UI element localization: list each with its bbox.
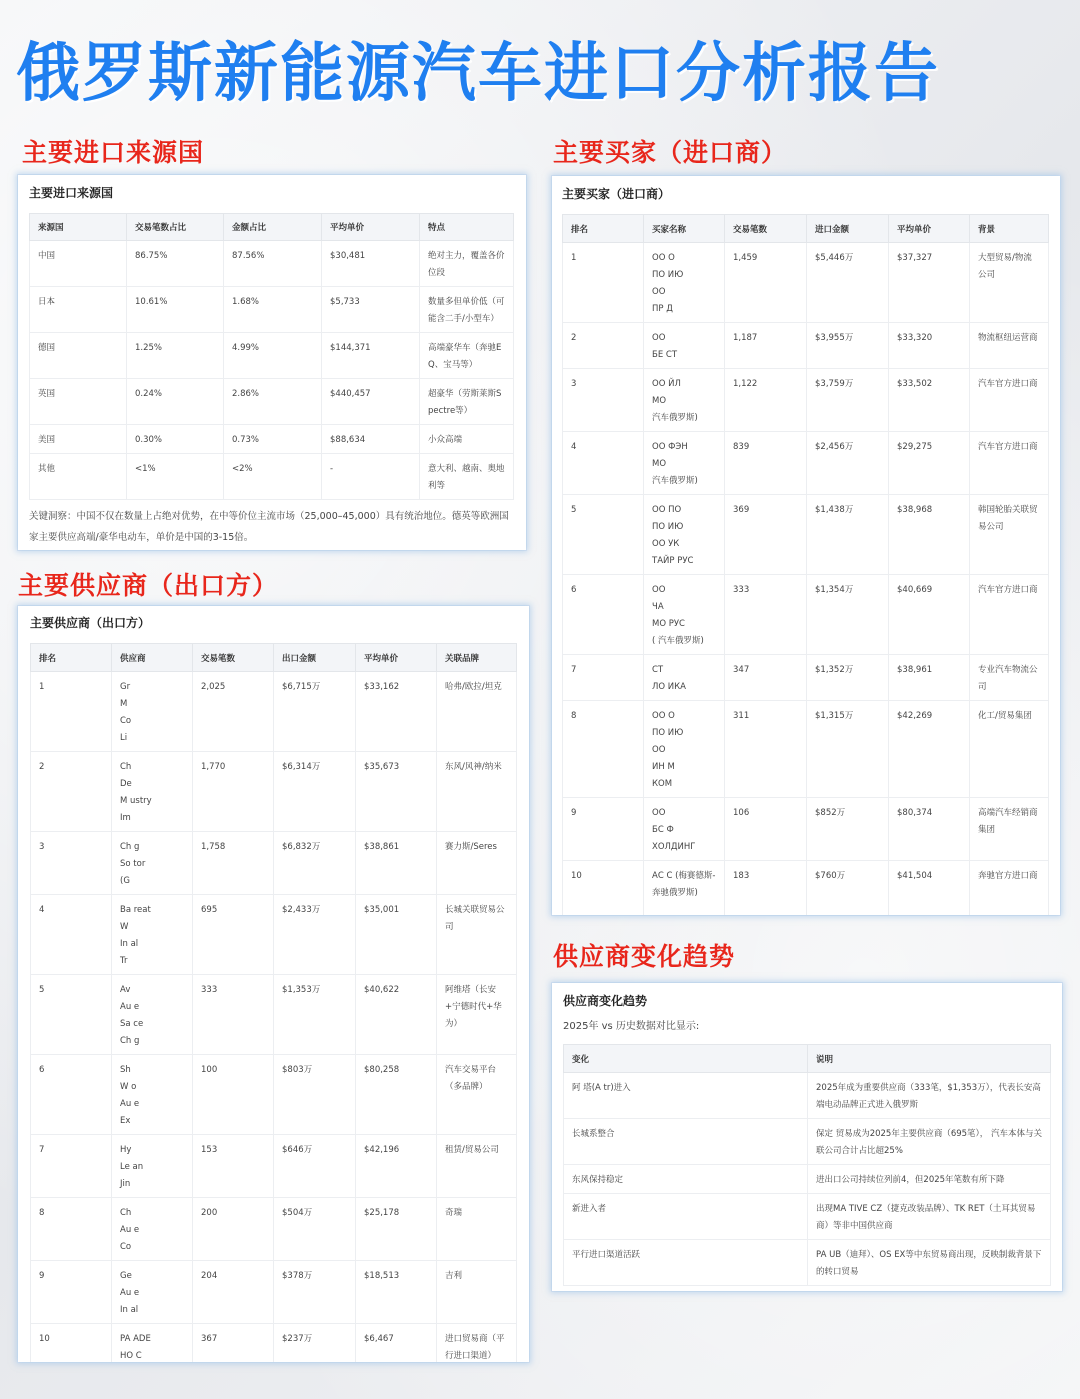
origins-table-cell: 中国 <box>30 241 127 287</box>
suppliers-table-cell: 长城关联贸易公司 <box>437 895 517 975</box>
suppliers-header-cell: 交易笔数 <box>193 644 274 672</box>
suppliers-table-cell: Ge Au e In al <box>112 1261 193 1324</box>
origins-table-row <box>30 379 514 425</box>
origins-table-cell: 87.56% <box>224 241 322 287</box>
suppliers-table-cell: 租赁/贸易公司 <box>437 1135 517 1198</box>
buyers-table-cell: $29,275 <box>889 432 970 495</box>
suppliers-table-cell: 2 <box>31 752 112 832</box>
buyers-table-cell: ОО О ПО ИЮ ОО ПР Д <box>644 243 725 323</box>
origins-table-row <box>30 333 514 379</box>
suppliers-table-cell: $6,314万 <box>274 752 356 832</box>
suppliers-table-cell: 奇瑞 <box>437 1198 517 1261</box>
buyers-table-cell: ОО ПО ПО ИЮ ОО УК ТАЙР РУС <box>644 495 725 575</box>
suppliers-table-row <box>31 672 517 752</box>
buyers-table-cell: ОО О ПО ИЮ ОО ИН М КОМ <box>644 701 725 798</box>
buyers-table-row <box>563 369 1049 432</box>
trends-table-cell: 东风保持稳定 <box>564 1165 808 1194</box>
suppliers-panel-title: 主要供应商（出口方） <box>30 616 151 630</box>
suppliers-table-cell: 8 <box>31 1198 112 1261</box>
suppliers-table-cell: Sh W o Au e Ex <box>112 1055 193 1135</box>
buyers-table-cell: 汽车官方进口商 <box>970 369 1049 432</box>
origins-table-cell: 意大利、越南、奥地利等 <box>420 454 514 500</box>
origins-table-row <box>30 454 514 500</box>
suppliers-table-cell: Ch Au e Co <box>112 1198 193 1261</box>
trends-table-cell: 出现MA TIVE CZ（捷克改装品牌）、TK RET（土耳其贸易商）等非中国供应商 <box>808 1194 1051 1240</box>
suppliers-table-cell: Ch De M ustry Im <box>112 752 193 832</box>
buyers-table-cell: $1,315万 <box>807 701 889 798</box>
suppliers-table-cell: 1,758 <box>193 832 274 895</box>
buyers-table-row <box>563 798 1049 861</box>
buyers-table-cell: 大型贸易/物流公司 <box>970 243 1049 323</box>
buyers-table-cell: ОО БС Ф ХОЛДИНГ <box>644 798 725 861</box>
buyers-table-cell: 物流枢纽运营商 <box>970 323 1049 369</box>
buyers-table-cell: $38,961 <box>889 655 970 701</box>
suppliers-table-cell: $646万 <box>274 1135 356 1198</box>
suppliers-table-cell: PA ADE HO C <box>112 1324 193 1363</box>
trends-table-cell: 阿 塔(A tr)进入 <box>564 1073 808 1119</box>
buyers-table-cell: 8 <box>563 701 644 798</box>
suppliers-table-cell: 汽车交易平台（多品牌） <box>437 1055 517 1135</box>
buyers-header-cell: 平均单价 <box>889 215 970 243</box>
suppliers-header-cell: 关联品牌 <box>437 644 517 672</box>
buyers-table-cell: $1,438万 <box>807 495 889 575</box>
suppliers-table-cell: $18,513 <box>356 1261 437 1324</box>
buyers-table <box>562 214 1049 915</box>
suppliers-table-cell: 哈弗/欧拉/坦克 <box>437 672 517 752</box>
trends-panel <box>552 983 1062 1291</box>
suppliers-table-cell: 10 <box>31 1324 112 1363</box>
buyers-table-cell: $2,456万 <box>807 432 889 495</box>
buyers-table-cell: 106 <box>725 798 807 861</box>
suppliers-table-cell: 2,025 <box>193 672 274 752</box>
buyers-table-cell: $5,446万 <box>807 243 889 323</box>
origins-table-cell: 0.30% <box>127 425 224 454</box>
buyers-header-cell: 背景 <box>970 215 1049 243</box>
page-title: 俄罗斯新能源汽车进口分析报告 <box>16 37 940 111</box>
suppliers-table-cell: $33,162 <box>356 672 437 752</box>
suppliers-table-row <box>31 1324 517 1363</box>
trends-table-row <box>564 1194 1051 1240</box>
origins-table-cell: 0.73% <box>224 425 322 454</box>
origins-table-cell: - <box>322 454 420 500</box>
suppliers-table-cell: $35,673 <box>356 752 437 832</box>
buyers-table-cell: 专业汽车物流公司 <box>970 655 1049 701</box>
suppliers-header-cell: 排名 <box>31 644 112 672</box>
buyers-table-cell: $1,352万 <box>807 655 889 701</box>
suppliers-table-cell: 333 <box>193 975 274 1055</box>
suppliers-table-cell: $1,353万 <box>274 975 356 1055</box>
origins-panel <box>18 175 526 550</box>
trends-table-row <box>564 1165 1051 1194</box>
buyers-table-cell: 6 <box>563 575 644 655</box>
buyers-table-row <box>563 861 1049 916</box>
suppliers-table-row <box>31 1135 517 1198</box>
buyers-table-cell: $37,327 <box>889 243 970 323</box>
origins-header-cell: 金额占比 <box>224 214 322 241</box>
buyers-table-cell: АС С (梅赛德斯-奔驰俄罗斯) <box>644 861 725 916</box>
origins-table-cell: <2% <box>224 454 322 500</box>
suppliers-table-cell: 367 <box>193 1324 274 1363</box>
buyers-table-cell: $38,968 <box>889 495 970 575</box>
buyers-table-cell: 4 <box>563 432 644 495</box>
suppliers-table-cell: $38,861 <box>356 832 437 895</box>
buyers-table-row <box>563 323 1049 369</box>
buyers-table-row <box>563 575 1049 655</box>
suppliers-table-cell: 6 <box>31 1055 112 1135</box>
section-title-trends: 供应商变化趋势 <box>553 942 736 971</box>
buyers-header-cell: 进口金额 <box>807 215 889 243</box>
suppliers-table-cell: $237万 <box>274 1324 356 1363</box>
suppliers-table-row <box>31 895 517 975</box>
origins-table-cell: $144,371 <box>322 333 420 379</box>
buyers-table-cell: 369 <box>725 495 807 575</box>
section-title-origins: 主要进口来源国 <box>22 138 205 167</box>
suppliers-table-cell: $25,178 <box>356 1198 437 1261</box>
suppliers-table-cell: $2,433万 <box>274 895 356 975</box>
origins-table-cell: 超豪华（劳斯莱斯Spectre等） <box>420 379 514 425</box>
suppliers-table-cell: 东风/风神/纳米 <box>437 752 517 832</box>
trends-table-cell: 进出口公司持续位列前4，但2025年笔数有所下降 <box>808 1165 1051 1194</box>
trends-table-cell: PA UB（迪拜）、OS EX等中东贸易商出现，反映制裁背景下的转口贸易 <box>808 1240 1051 1286</box>
trends-header-cell: 说明 <box>808 1045 1051 1073</box>
suppliers-table-cell: $35,001 <box>356 895 437 975</box>
trends-table-row <box>564 1119 1051 1165</box>
buyers-panel-title: 主要买家（进口商） <box>562 187 671 201</box>
buyers-table-cell: 839 <box>725 432 807 495</box>
trends-table-cell: 保定 贸易成为2025年主要供应商（695笔）， 汽车本体与关联公司合计占比超25% <box>808 1119 1051 1165</box>
origins-table-row <box>30 425 514 454</box>
trends-subtitle: 2025年 vs 历史数据对比显示: <box>563 1021 700 1032</box>
buyers-table-cell: 5 <box>563 495 644 575</box>
buyers-table-cell: 10 <box>563 861 644 916</box>
suppliers-table-cell: $6,715万 <box>274 672 356 752</box>
buyers-table-cell: 1,187 <box>725 323 807 369</box>
suppliers-table-cell: $6,832万 <box>274 832 356 895</box>
buyers-table-row <box>563 701 1049 798</box>
suppliers-table-row <box>31 832 517 895</box>
buyers-table-cell: $3,955万 <box>807 323 889 369</box>
origins-table-cell: 小众高端 <box>420 425 514 454</box>
buyers-table-cell: $1,354万 <box>807 575 889 655</box>
buyers-table-cell: 1,459 <box>725 243 807 323</box>
origins-table-cell: $440,457 <box>322 379 420 425</box>
origins-table-cell: 美国 <box>30 425 127 454</box>
origins-panel-title: 主要进口来源国 <box>29 186 114 200</box>
buyers-table-cell: 9 <box>563 798 644 861</box>
suppliers-table-cell: 1,770 <box>193 752 274 832</box>
trends-table-row <box>564 1240 1051 1286</box>
origins-table-cell: $5,733 <box>322 287 420 333</box>
buyers-table-cell: 311 <box>725 701 807 798</box>
suppliers-table-row <box>31 1055 517 1135</box>
origins-table-cell: 0.24% <box>127 379 224 425</box>
buyers-table-row <box>563 243 1049 323</box>
origins-table <box>29 213 514 500</box>
origins-table-cell: 数量多但单价低（可能含二手/小型车） <box>420 287 514 333</box>
suppliers-table-cell: 4 <box>31 895 112 975</box>
buyers-table-cell: $80,374 <box>889 798 970 861</box>
origins-note: 关键洞察：中国不仅在数量上占绝对优势，在中等价位主流市场（25,000–45,000）具有统治地位。德英等欧洲国家主要供应高端/豪华电动车，单价是中国的3-15倍。 <box>29 511 509 543</box>
trends-table-cell: 新进入者 <box>564 1194 808 1240</box>
buyers-table-cell: 333 <box>725 575 807 655</box>
buyers-table-cell: 2 <box>563 323 644 369</box>
origins-table-cell: 4.99% <box>224 333 322 379</box>
suppliers-table-cell: $40,622 <box>356 975 437 1055</box>
buyers-table-cell: 汽车官方进口商 <box>970 575 1049 655</box>
trends-table <box>563 1044 1051 1286</box>
suppliers-table-cell: Gr M Co Li <box>112 672 193 752</box>
suppliers-table-cell: $504万 <box>274 1198 356 1261</box>
suppliers-table-cell: Av Au e Sa ce Ch g <box>112 975 193 1055</box>
buyers-table-cell: 1 <box>563 243 644 323</box>
buyers-table-row <box>563 495 1049 575</box>
origins-table-cell: $88,634 <box>322 425 420 454</box>
suppliers-table-cell: 153 <box>193 1135 274 1198</box>
suppliers-table-row <box>31 975 517 1055</box>
buyers-table-cell: 1,122 <box>725 369 807 432</box>
buyers-table-cell: $42,269 <box>889 701 970 798</box>
origins-header-cell: 交易笔数占比 <box>127 214 224 241</box>
suppliers-table-cell: 吉利 <box>437 1261 517 1324</box>
suppliers-table-cell: 9 <box>31 1261 112 1324</box>
suppliers-table-cell: 进口贸易商（平行进口渠道） <box>437 1324 517 1363</box>
trends-header-cell: 变化 <box>564 1045 808 1073</box>
origins-table-cell: <1% <box>127 454 224 500</box>
suppliers-table-cell: 1 <box>31 672 112 752</box>
suppliers-table-cell: $378万 <box>274 1261 356 1324</box>
suppliers-table-cell: Hy Le an Jin <box>112 1135 193 1198</box>
buyers-table-cell: $852万 <box>807 798 889 861</box>
origins-table-cell: 高端豪华车（奔驰EQ、宝马等） <box>420 333 514 379</box>
origins-header-cell: 特点 <box>420 214 514 241</box>
buyers-table-row <box>563 432 1049 495</box>
suppliers-table-cell: $803万 <box>274 1055 356 1135</box>
buyers-table-cell: 韩国轮胎关联贸易公司 <box>970 495 1049 575</box>
trends-table-cell: 长城系整合 <box>564 1119 808 1165</box>
buyers-header-cell: 交易笔数 <box>725 215 807 243</box>
origins-table-cell: 日本 <box>30 287 127 333</box>
suppliers-table-cell: 阿维塔（长安+宁德时代+华为） <box>437 975 517 1055</box>
suppliers-table-cell: 200 <box>193 1198 274 1261</box>
buyers-table-cell: СТ ЛО ИКА <box>644 655 725 701</box>
buyers-table-cell: ОО ЙЛ МО 汽车俄罗斯) <box>644 369 725 432</box>
suppliers-table-row <box>31 1198 517 1261</box>
suppliers-header-cell: 出口金额 <box>274 644 356 672</box>
suppliers-table-cell: $80,258 <box>356 1055 437 1135</box>
buyers-header-cell: 排名 <box>563 215 644 243</box>
suppliers-table-cell: 204 <box>193 1261 274 1324</box>
origins-table-cell: 绝对主力，覆盖各价位段 <box>420 241 514 287</box>
origins-table-row <box>30 287 514 333</box>
origins-table-cell: 86.75% <box>127 241 224 287</box>
buyers-table-cell: 7 <box>563 655 644 701</box>
buyers-table-cell: 化工/贸易集团 <box>970 701 1049 798</box>
buyers-table-cell: $41,504 <box>889 861 970 916</box>
buyers-table-cell: $33,320 <box>889 323 970 369</box>
buyers-table-row <box>563 655 1049 701</box>
origins-table-cell: 1.25% <box>127 333 224 379</box>
suppliers-table-cell: 赛力斯/Seres <box>437 832 517 895</box>
origins-header-cell: 来源国 <box>30 214 127 241</box>
suppliers-panel <box>18 606 529 1362</box>
origins-table-cell: 1.68% <box>224 287 322 333</box>
suppliers-table-cell: $6,467 <box>356 1324 437 1363</box>
buyers-table-cell: 3 <box>563 369 644 432</box>
suppliers-table-cell: 7 <box>31 1135 112 1198</box>
section-title-suppliers: 主要供应商（出口方） <box>18 571 279 600</box>
origins-table-cell: 2.86% <box>224 379 322 425</box>
buyers-table-cell: ОО ФЭН МО 汽车俄罗斯) <box>644 432 725 495</box>
suppliers-header-cell: 供应商 <box>112 644 193 672</box>
suppliers-table-row <box>31 1261 517 1324</box>
origins-table-cell: 英国 <box>30 379 127 425</box>
trends-table-row <box>564 1073 1051 1119</box>
trends-panel-title: 供应商变化趋势 <box>563 994 648 1008</box>
suppliers-table-cell: $42,196 <box>356 1135 437 1198</box>
suppliers-table-row <box>31 752 517 832</box>
origins-table-cell: $30,481 <box>322 241 420 287</box>
buyers-table-cell: ОО ЧА МО РУС ( 汽车俄罗斯) <box>644 575 725 655</box>
buyers-table-cell: ОО БЕ СТ <box>644 323 725 369</box>
suppliers-table-cell: Ch g So tor (G <box>112 832 193 895</box>
suppliers-table-cell: 100 <box>193 1055 274 1135</box>
buyers-table-cell: $3,759万 <box>807 369 889 432</box>
origins-header-cell: 平均单价 <box>322 214 420 241</box>
buyers-table-cell: 347 <box>725 655 807 701</box>
buyers-header-cell: 买家名称 <box>644 215 725 243</box>
trends-table-cell: 平行进口渠道活跃 <box>564 1240 808 1286</box>
trends-table-cell: 2025年成为重要供应商（333笔，$1,353万），代表长安高端电动品牌正式进入俄罗斯 <box>808 1073 1051 1119</box>
suppliers-table-cell: 695 <box>193 895 274 975</box>
buyers-table-cell: $33,502 <box>889 369 970 432</box>
buyers-table-cell: $760万 <box>807 861 889 916</box>
origins-table-row <box>30 241 514 287</box>
origins-table-cell: 10.61% <box>127 287 224 333</box>
buyers-table-cell: 高端汽车经销商集团 <box>970 798 1049 861</box>
suppliers-table-cell: 3 <box>31 832 112 895</box>
buyers-table-cell: 奔驰官方进口商 <box>970 861 1049 916</box>
suppliers-table <box>30 643 517 1362</box>
buyers-table-cell: 183 <box>725 861 807 916</box>
origins-table-cell: 德国 <box>30 333 127 379</box>
origins-table-cell: 其他 <box>30 454 127 500</box>
buyers-panel <box>552 176 1060 915</box>
suppliers-header-cell: 平均单价 <box>356 644 437 672</box>
section-title-buyers: 主要买家（进口商） <box>553 138 788 167</box>
buyers-table-cell: 汽车官方进口商 <box>970 432 1049 495</box>
suppliers-table-cell: Ba reat W In al Tr <box>112 895 193 975</box>
suppliers-table-cell: 5 <box>31 975 112 1055</box>
buyers-table-cell: $40,669 <box>889 575 970 655</box>
